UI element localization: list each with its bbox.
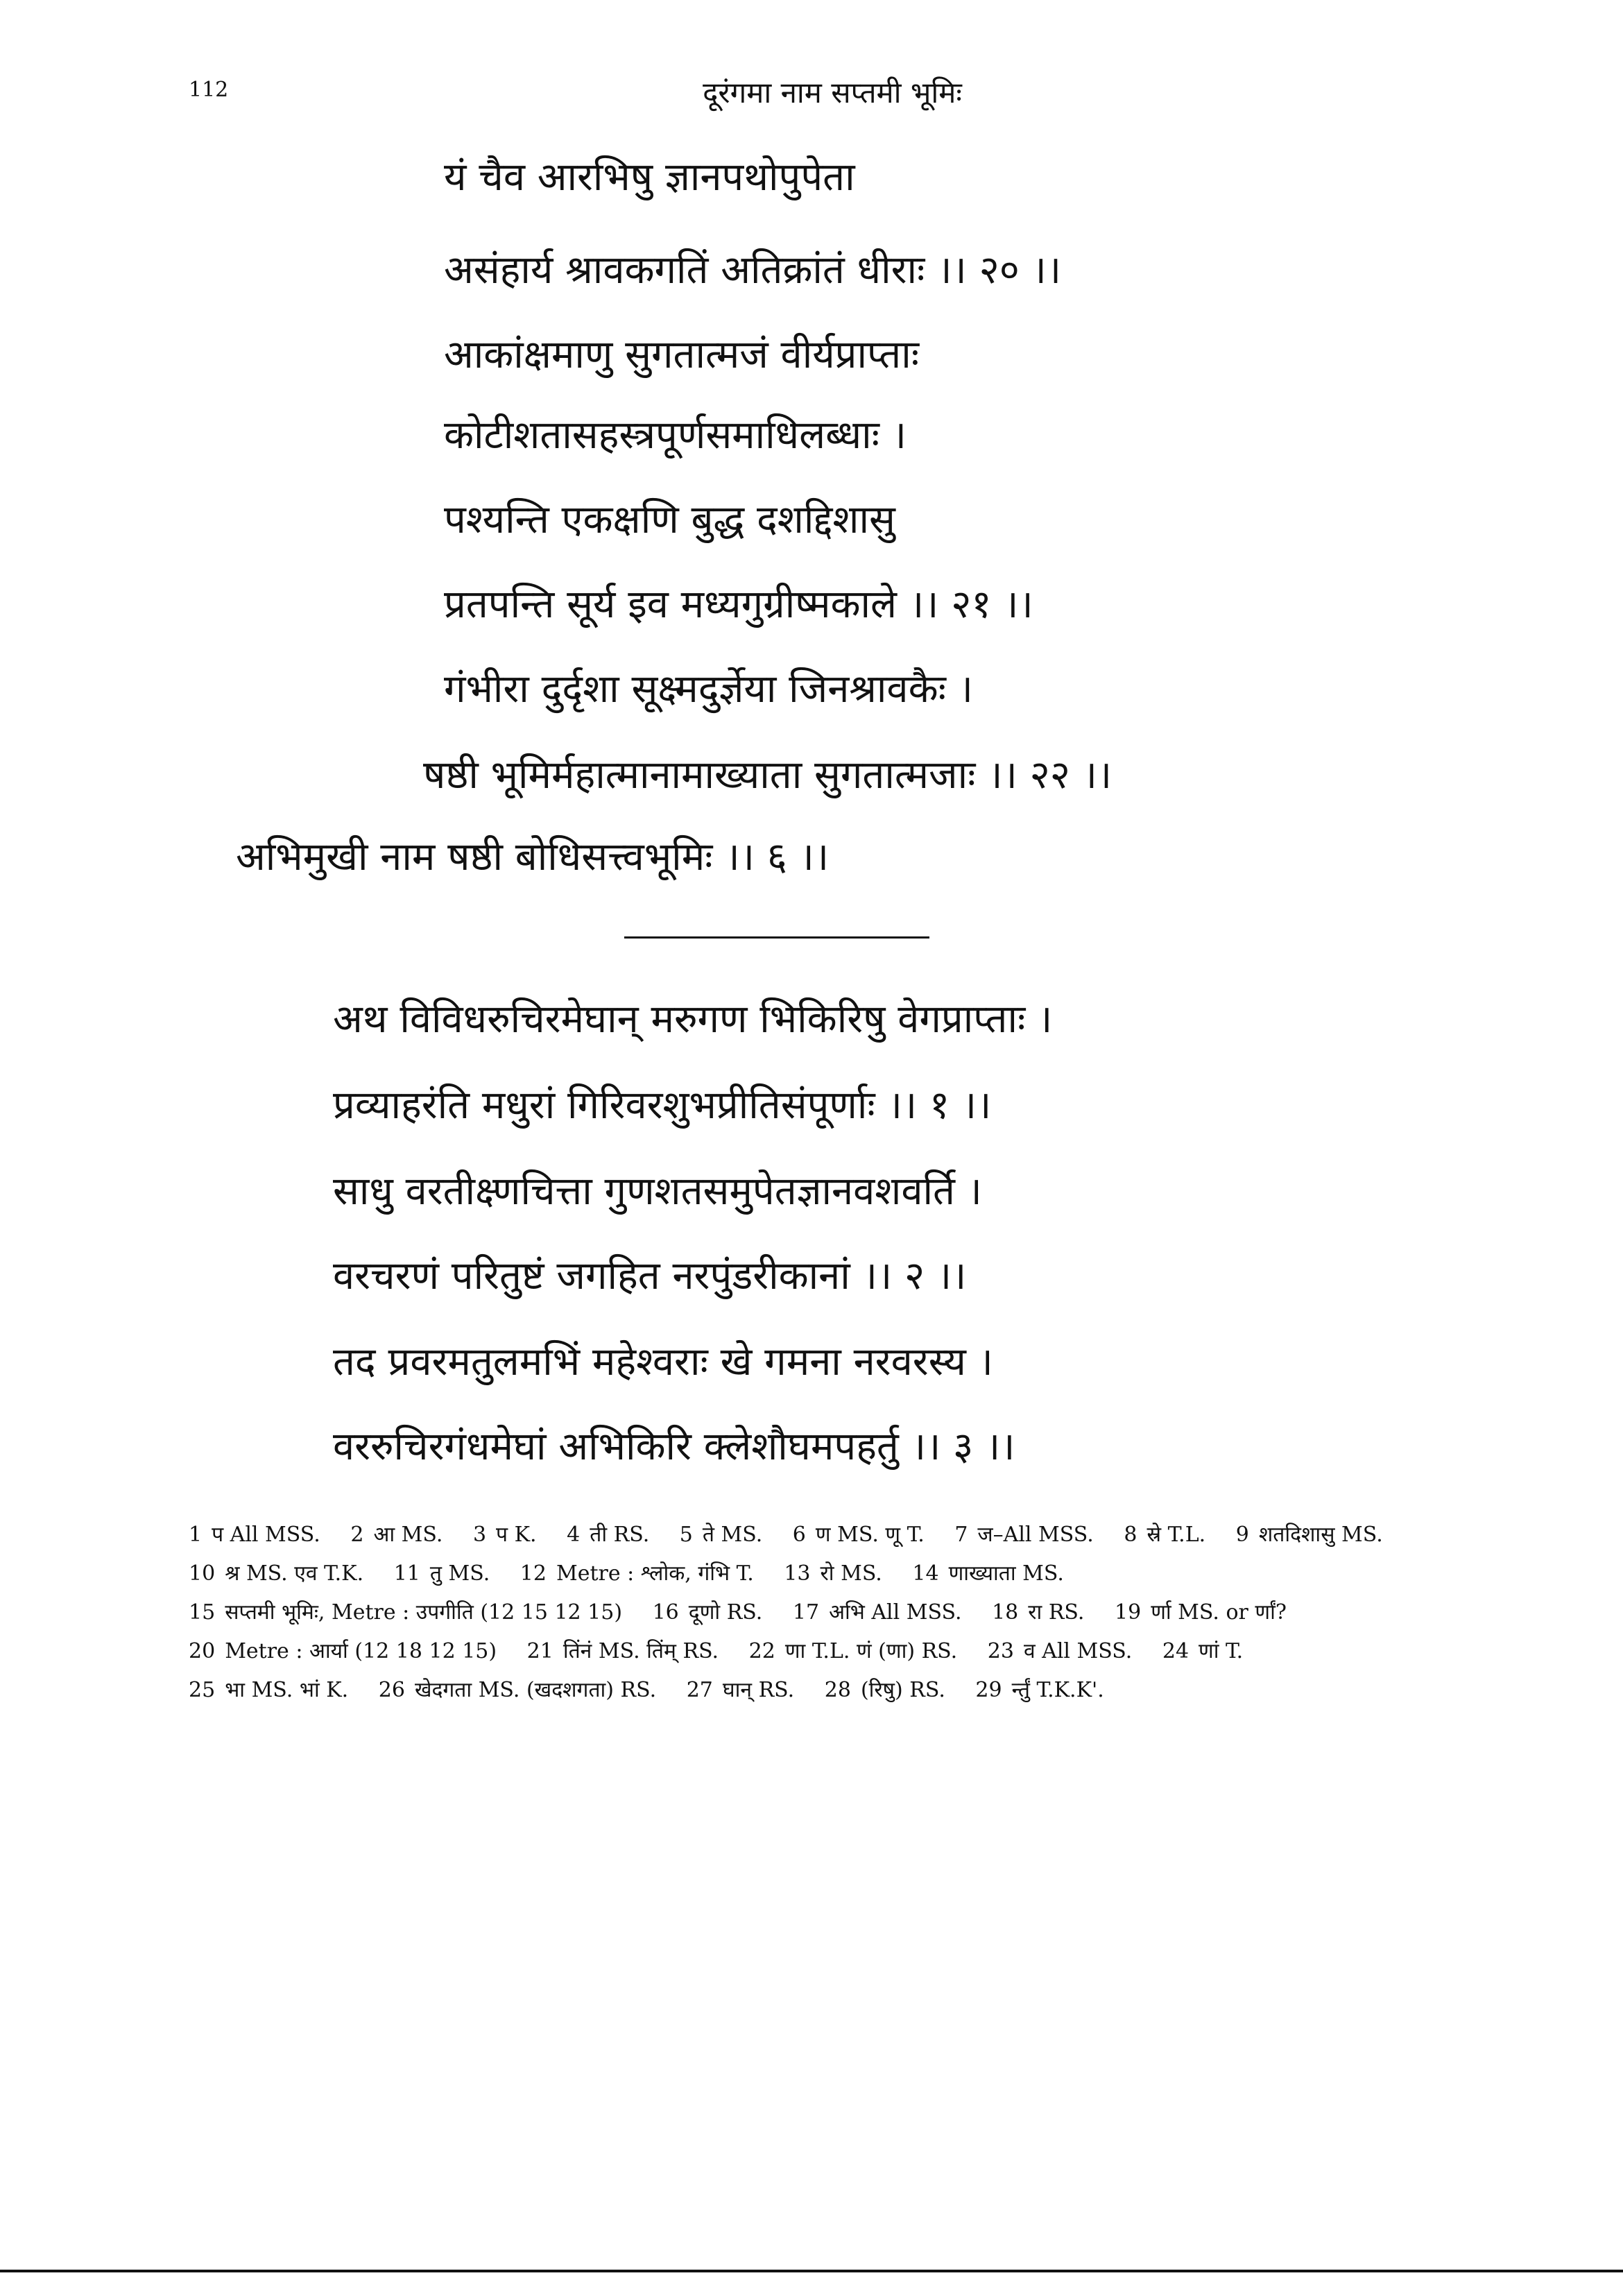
verse-line [333, 997, 1065, 1042]
verse-text: कोटीशतासहस्त्रपूर्णसमाधिलब्धाः । [444, 413, 907, 458]
footnote: 18 रा RS. [992, 1600, 1085, 1625]
footnote: 11 तु MS. [393, 1561, 490, 1586]
footnote: 12 Metre : श्लोक, गंभि T. [519, 1561, 754, 1586]
verse-text: वरचरणं परितुष्टं जगहित नरपुंडरीकानां [333, 1253, 850, 1299]
verse-text: आकांक्षमाणु सुगतात्मजं वीर्यप्राप्ताः [444, 332, 920, 377]
verse-text: वररुचिरगंधमेघां अभिकिरि क्लेशौघमपहर्तु [333, 1424, 899, 1469]
verse-text: प्रतपन्ति सूर्य इव मध्यगुग्रीष्मकाले [444, 582, 897, 627]
footnote: 28 (रिषु) RS. [824, 1678, 945, 1702]
footnote: 10 श्र MS. एव T.K. [189, 1561, 364, 1586]
verse-text: तद प्रवरमतुलमभिं महेश्वराः खे गमना नरवरस्य । [333, 1339, 993, 1385]
footnote: 15 सप्तमी भूमिः, Metre : उपगीति (12 15 12 15) [189, 1600, 623, 1625]
verse-line [444, 497, 908, 542]
verse-text: षष्ठी भूमिर्महात्मानामाख्याता सुगतात्मजाः [423, 753, 976, 798]
footnote: 16 दूणो RS. [652, 1600, 763, 1625]
footnote: 3 प K. [472, 1523, 537, 1547]
footnote: 6 ण MS. णू T. [792, 1523, 925, 1547]
footnote: 27 घान् RS. [686, 1678, 795, 1702]
verse-line [444, 413, 919, 458]
footnote: 8 स्रे T.L. [1124, 1523, 1206, 1547]
footnote: 9 शतदिशासु MS. [1235, 1523, 1383, 1547]
footnote: 1 प All MSS. [189, 1523, 320, 1547]
footnote: 13 रो MS. [784, 1561, 882, 1586]
verse-line [423, 753, 1113, 798]
footnote: 17 अभि All MSS. [792, 1600, 962, 1625]
verse-text: पश्यन्ति एकक्षणि बुद्ध दशद्दिशासु [444, 497, 895, 542]
footnote: 23 व All MSS. [987, 1639, 1133, 1663]
verse-line [444, 582, 1033, 627]
footnotes [189, 1516, 1437, 1710]
verse-number: ।। २२ ।। [988, 753, 1113, 798]
verse-text: गंभीरा दुर्दृशा सूक्ष्मदुर्ज्ञेया जिनश्रावकैः । [444, 667, 973, 712]
footnote: 14 णाख्याता MS. [912, 1561, 1064, 1586]
verse-line [333, 1169, 995, 1214]
footnote: 25 भा MS. भां K. [189, 1678, 349, 1702]
verse-text: असंहार्य श्रावकगतिं अतिक्रांतं धीराः [444, 248, 925, 293]
verse-line [333, 1339, 1006, 1385]
colophon-line [236, 834, 830, 880]
footnote: 24 णां T. [1162, 1639, 1244, 1663]
verse-line [444, 155, 868, 200]
verse-line [444, 248, 1062, 293]
footnote: 7 ज–All MSS. [954, 1523, 1094, 1547]
colophon-text: अभिमुखी नाम षष्ठी बोधिसत्त्वभूमिः [236, 834, 713, 880]
page-number: 112 [189, 78, 229, 102]
verse-text: अथ विविधरुचिरमेघान् मरुगण भिकिरिषु वेगप्राप्ताः । [333, 997, 1053, 1042]
footnote: 19 र्णा MS. or र्णां? [1115, 1600, 1287, 1625]
verse-number: ।। २० ।। [937, 248, 1062, 293]
verse-line [333, 1083, 992, 1128]
colophon-number: ।। ६ ।। [725, 834, 830, 880]
running-head: दूरंगमा नाम सप्तमी भूमिः [703, 76, 962, 110]
verse-number: ।। १ ।। [887, 1083, 992, 1128]
verse-text: यं चैव आरभिषु ज्ञानपथोपुपेता [444, 155, 855, 200]
verse-line [333, 1253, 967, 1299]
verse-line [444, 667, 986, 712]
footnote: 5 ते MS. [679, 1523, 763, 1547]
verse-text: साधु वरतीक्ष्णचित्ता गुणशतसमुपेतज्ञानवशवर्ति । [333, 1169, 982, 1214]
footnote: 22 णा T.L. णं (णा) RS. [748, 1639, 958, 1663]
verse-line [444, 332, 931, 377]
footnote: 4 ती RS. [567, 1523, 650, 1547]
verse-number: ।। २१ ।। [909, 582, 1033, 627]
footnote: 21 तिंनं MS. तिंम् RS. [526, 1639, 719, 1663]
verse-line [333, 1424, 1015, 1469]
verse-text: प्रव्याहरंति मधुरां गिरिवरशुभप्रीतिसंपूर्णाः [333, 1083, 875, 1128]
footnote: 26 खेदगता MS. (खदशगता) RS. [378, 1678, 657, 1702]
footnote: 20 Metre : आर्या (12 18 12 15) [189, 1639, 497, 1663]
section-divider [624, 936, 929, 939]
verse-number: ।। २ ।। [862, 1253, 967, 1299]
footnote: 29 र्न्तुं T.K.K'. [975, 1678, 1104, 1702]
verse-number: ।। ३ ।। [911, 1424, 1015, 1469]
bottom-border-line [0, 2270, 1623, 2272]
footnote: 2 आ MS. [350, 1523, 443, 1547]
